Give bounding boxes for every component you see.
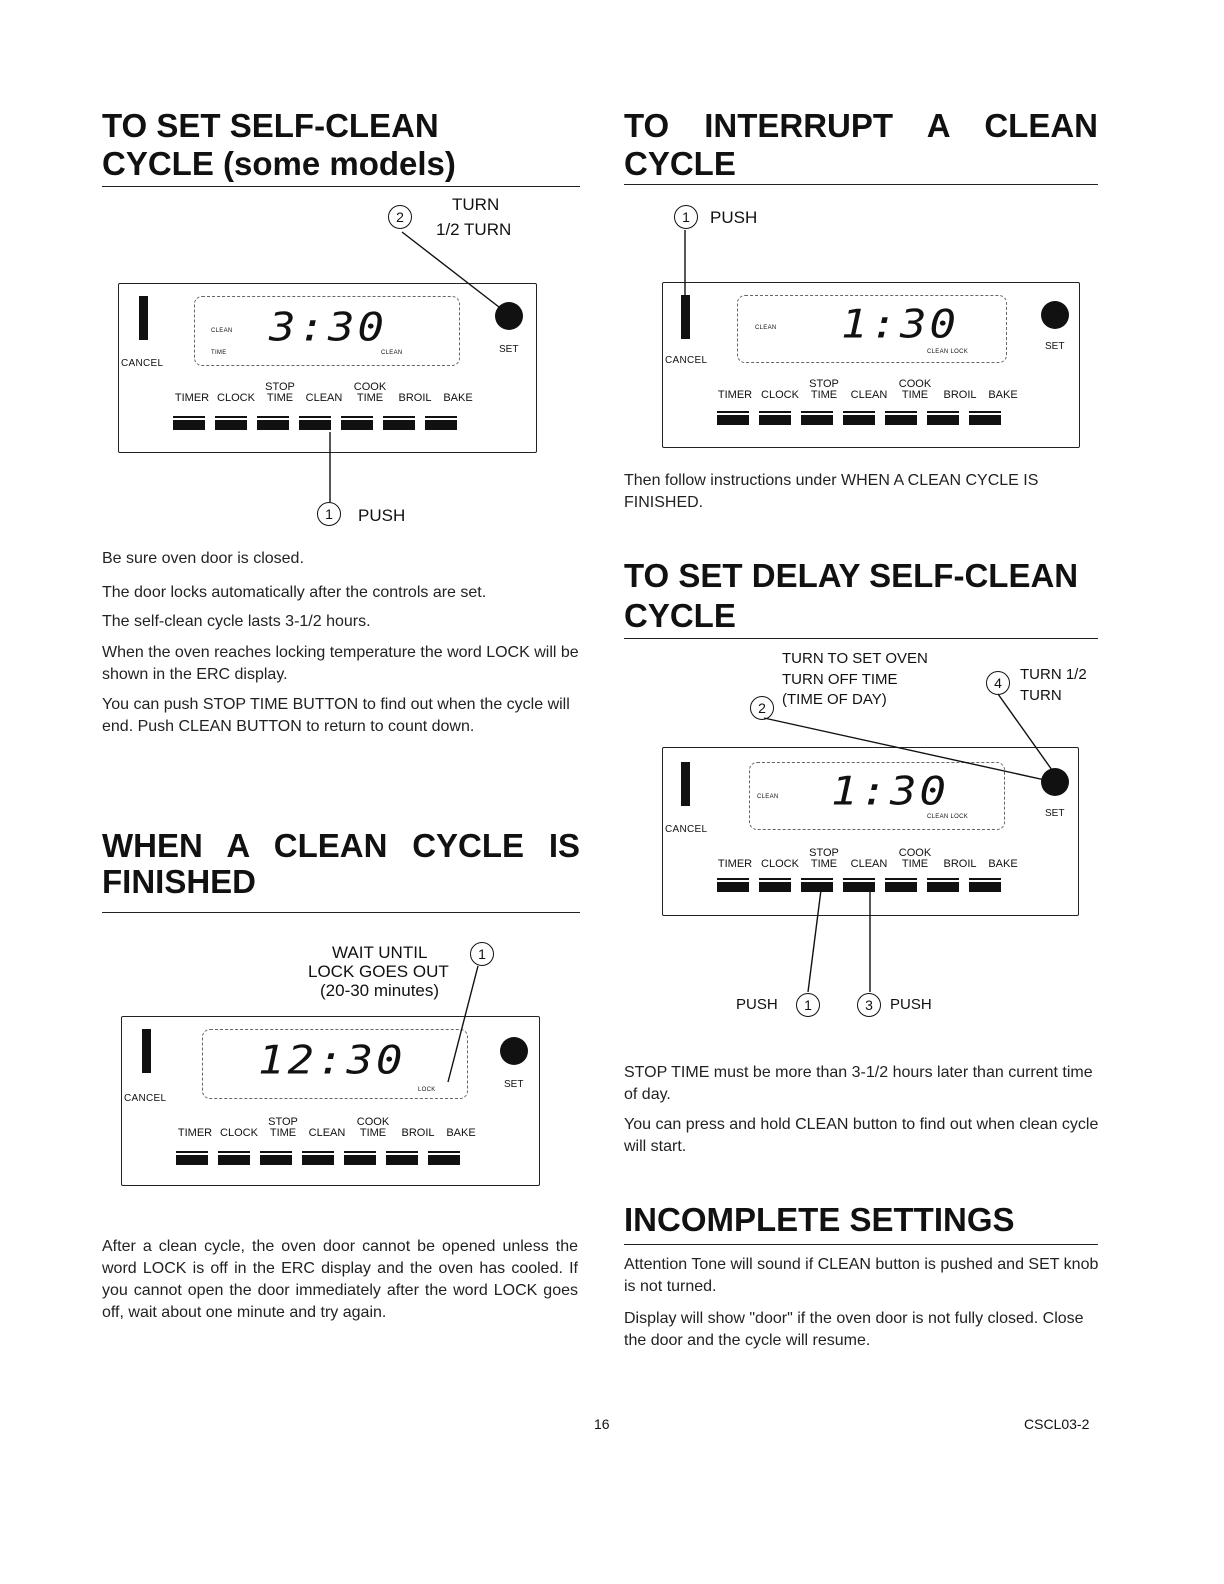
finished-callout-2: LOCK GOES OUT [308, 962, 449, 981]
clock-button[interactable] [218, 1153, 250, 1165]
clock-button[interactable] [215, 418, 247, 430]
delay-step1-marker: 1 [796, 993, 820, 1017]
cook-time-label: COOK TIME [898, 847, 932, 870]
incomplete-rule [624, 1244, 1098, 1245]
self-clean-para-3: The self-clean cycle lasts 3-1/2 hours. [102, 613, 371, 630]
clean-button[interactable] [299, 418, 331, 430]
cancel-label: CANCEL [124, 1093, 167, 1104]
finished-title-line2: FINISHED [102, 863, 257, 900]
bake-label: BAKE [446, 1127, 476, 1139]
set-knob[interactable] [500, 1037, 528, 1065]
set-knob[interactable] [1041, 768, 1069, 796]
stop-time-button[interactable] [257, 418, 289, 430]
self-clean-push-label: PUSH [358, 506, 406, 525]
stop-time-button[interactable] [801, 413, 833, 425]
delay-title-line1: TO SET DELAY SELF-CLEAN [624, 557, 1079, 594]
delay-control-panel [662, 747, 1079, 916]
incomplete-title: INCOMPLETE SETTINGS [624, 1201, 1015, 1238]
button-pads [717, 413, 1001, 425]
self-clean-title-line1: TO SET SELF-CLEAN [102, 107, 439, 144]
clean-indicator: CLEAN [211, 328, 233, 334]
broil-button[interactable] [386, 1153, 418, 1165]
button-labels [173, 382, 477, 404]
lock-indicator: LOCK [418, 1087, 436, 1093]
button-labels [715, 379, 1021, 401]
broil-button[interactable] [927, 413, 959, 425]
clean-button[interactable] [302, 1153, 334, 1165]
broil-button[interactable] [927, 880, 959, 892]
finished-step1-marker: 1 [470, 942, 494, 966]
self-clean-half-turn-label: 1/2 TURN [436, 220, 512, 239]
button-pads [717, 880, 1001, 892]
clean-label: CLEAN [850, 389, 888, 401]
delay-step2-marker: 2 [750, 696, 774, 720]
bake-button[interactable] [969, 880, 1001, 892]
clean-indicator: CLEAN [757, 794, 779, 800]
clean-lock-indicator: CLEAN LOCK [927, 814, 969, 820]
display-digits: 12:30 [258, 1037, 406, 1084]
time-indicator: TIME [211, 350, 227, 356]
bake-button[interactable] [969, 413, 1001, 425]
self-clean-rule [102, 186, 580, 187]
timer-button[interactable] [176, 1153, 208, 1165]
cancel-label: CANCEL [665, 355, 708, 366]
finished-control-panel [121, 1016, 540, 1186]
self-clean-para-1: Be sure oven door is closed. [102, 550, 304, 567]
page-number: 16 [594, 1416, 610, 1432]
cook-time-label: COOK TIME [898, 378, 932, 401]
clock-label: CLOCK [217, 392, 255, 404]
finished-callout-1: WAIT UNTIL [332, 943, 428, 962]
interrupt-control-panel [662, 282, 1080, 448]
broil-label: BROIL [943, 858, 977, 870]
self-clean-step2-marker: 2 [388, 205, 412, 229]
set-label: SET [1045, 808, 1065, 819]
finished-title-line1: WHEN A CLEAN CYCLE IS [102, 827, 580, 864]
cancel-button[interactable] [139, 296, 148, 340]
cook-time-label: COOK TIME [356, 1116, 390, 1139]
cook-time-label: COOK TIME [353, 381, 387, 404]
clock-button[interactable] [759, 413, 791, 425]
bake-button[interactable] [428, 1153, 460, 1165]
delay-turn-half-1: TURN 1/2 [1020, 666, 1087, 683]
clean-label: CLEAN [850, 858, 888, 870]
set-knob[interactable] [495, 302, 523, 330]
stop-time-label: STOP TIME [809, 378, 839, 401]
button-pads [176, 1153, 460, 1165]
interrupt-step1-marker: 1 [674, 205, 698, 229]
timer-label: TIMER [717, 858, 753, 870]
delay-rule [624, 638, 1098, 639]
broil-button[interactable] [383, 418, 415, 430]
delay-push3-label: PUSH [890, 996, 932, 1013]
delay-callout-1: TURN TO SET OVEN [782, 650, 928, 667]
clock-label: CLOCK [761, 858, 799, 870]
interrupt-title-line2: CYCLE [624, 145, 736, 182]
clock-label: CLOCK [761, 389, 799, 401]
delay-para-1: STOP TIME must be more than 3-1/2 hours later than current time of day. [624, 1064, 1093, 1103]
timer-label: TIMER [174, 392, 210, 404]
set-label: SET [504, 1079, 524, 1090]
interrupt-title-line1: TO INTERRUPT A CLEAN [624, 107, 1098, 144]
delay-para-2: You can press and hold CLEAN button to find out when clean cycle will start. [624, 1116, 1099, 1155]
document-code: CSCL03-2 [1024, 1416, 1090, 1432]
timer-label: TIMER [177, 1127, 213, 1139]
self-clean-title-line2: CYCLE (some models) [102, 145, 456, 182]
delay-title-line2: CYCLE [624, 597, 736, 634]
delay-push1-label: PUSH [736, 996, 778, 1013]
self-clean-control-panel [118, 283, 537, 453]
display-digits: 1:30 [841, 301, 959, 348]
clean-indicator: CLEAN [755, 325, 777, 331]
broil-label: BROIL [401, 1127, 435, 1139]
bake-button[interactable] [425, 418, 457, 430]
finished-rule [102, 912, 580, 913]
clean-label: CLEAN [305, 392, 343, 404]
cook-time-button[interactable] [885, 413, 917, 425]
set-label: SET [1045, 341, 1065, 352]
interrupt-push-label: PUSH [710, 208, 758, 227]
delay-callout-2: TURN OFF TIME [782, 671, 898, 688]
broil-label: BROIL [398, 392, 432, 404]
bake-label: BAKE [988, 389, 1018, 401]
incomplete-para-2: Display will show "door" if the oven door is not fully closed. Close the door and the cycle will resume. [624, 1310, 1084, 1349]
cook-time-button[interactable] [341, 418, 373, 430]
delay-step4-marker: 4 [986, 671, 1010, 695]
cook-time-button[interactable] [344, 1153, 376, 1165]
timer-label: TIMER [717, 389, 753, 401]
stop-time-label: STOP TIME [809, 847, 839, 870]
cancel-button[interactable] [681, 762, 690, 806]
set-knob[interactable] [1041, 301, 1069, 329]
cook-time-button[interactable] [885, 880, 917, 892]
clock-label: CLOCK [220, 1127, 258, 1139]
delay-turn-half-2: TURN [1020, 687, 1062, 704]
button-labels [715, 848, 1021, 870]
self-clean-para-4: When the oven reaches locking temperature the word LOCK will be shown in the ERC display. [102, 644, 579, 683]
set-label: SET [499, 344, 519, 355]
stop-time-button[interactable] [260, 1153, 292, 1165]
timer-button[interactable] [717, 413, 749, 425]
clean-label: CLEAN [308, 1127, 346, 1139]
bake-label: BAKE [443, 392, 473, 404]
stop-time-label: STOP TIME [268, 1116, 298, 1139]
clean-button[interactable] [843, 413, 875, 425]
button-labels [176, 1117, 480, 1139]
self-clean-para-2: The door locks automatically after the controls are set. [102, 584, 487, 601]
display-digits: 1:30 [831, 768, 949, 815]
clock-button[interactable] [759, 880, 791, 892]
broil-label: BROIL [943, 389, 977, 401]
timer-button[interactable] [173, 418, 205, 430]
stop-time-button[interactable] [801, 880, 833, 892]
bake-label: BAKE [988, 858, 1018, 870]
cancel-label: CANCEL [665, 824, 708, 835]
timer-button[interactable] [717, 880, 749, 892]
self-clean-turn-label: TURN [452, 195, 500, 214]
interrupt-paragraph: Then follow instructions under WHEN A CLEAN CYCLE IS FINISHED. [624, 472, 1039, 511]
self-clean-para-5: You can push STOP TIME BUTTON to find out when the cycle will end. Push CLEAN BUTTON to return to count down. [102, 696, 570, 735]
finished-callout-3: (20-30 minutes) [320, 981, 440, 1000]
clean-button[interactable] [843, 880, 875, 892]
finished-paragraph: After a clean cycle, the oven door cannot be opened unless the word LOCK is off in the ERC display and the oven has cooled. If you cannot open the door immediately after the word LOCK goes off, wait about one minute and try again. [102, 1238, 578, 1321]
cancel-label: CANCEL [121, 358, 164, 369]
delay-callout-3: (TIME OF DAY) [782, 691, 887, 708]
incomplete-para-1: Attention Tone will sound if CLEAN button is pushed and SET knob is not turned. [624, 1256, 1099, 1295]
display-digits: 3:30 [269, 304, 387, 351]
button-pads [173, 418, 457, 430]
clean-lock-indicator: CLEAN LOCK [927, 349, 969, 355]
stop-time-label: STOP TIME [265, 381, 295, 404]
delay-step3-marker: 3 [857, 993, 881, 1017]
cancel-button[interactable] [681, 295, 690, 339]
clean-lock-indicator: CLEAN [381, 350, 403, 356]
self-clean-step1-marker: 1 [317, 502, 341, 526]
interrupt-rule [624, 184, 1098, 185]
cancel-button[interactable] [142, 1029, 151, 1073]
